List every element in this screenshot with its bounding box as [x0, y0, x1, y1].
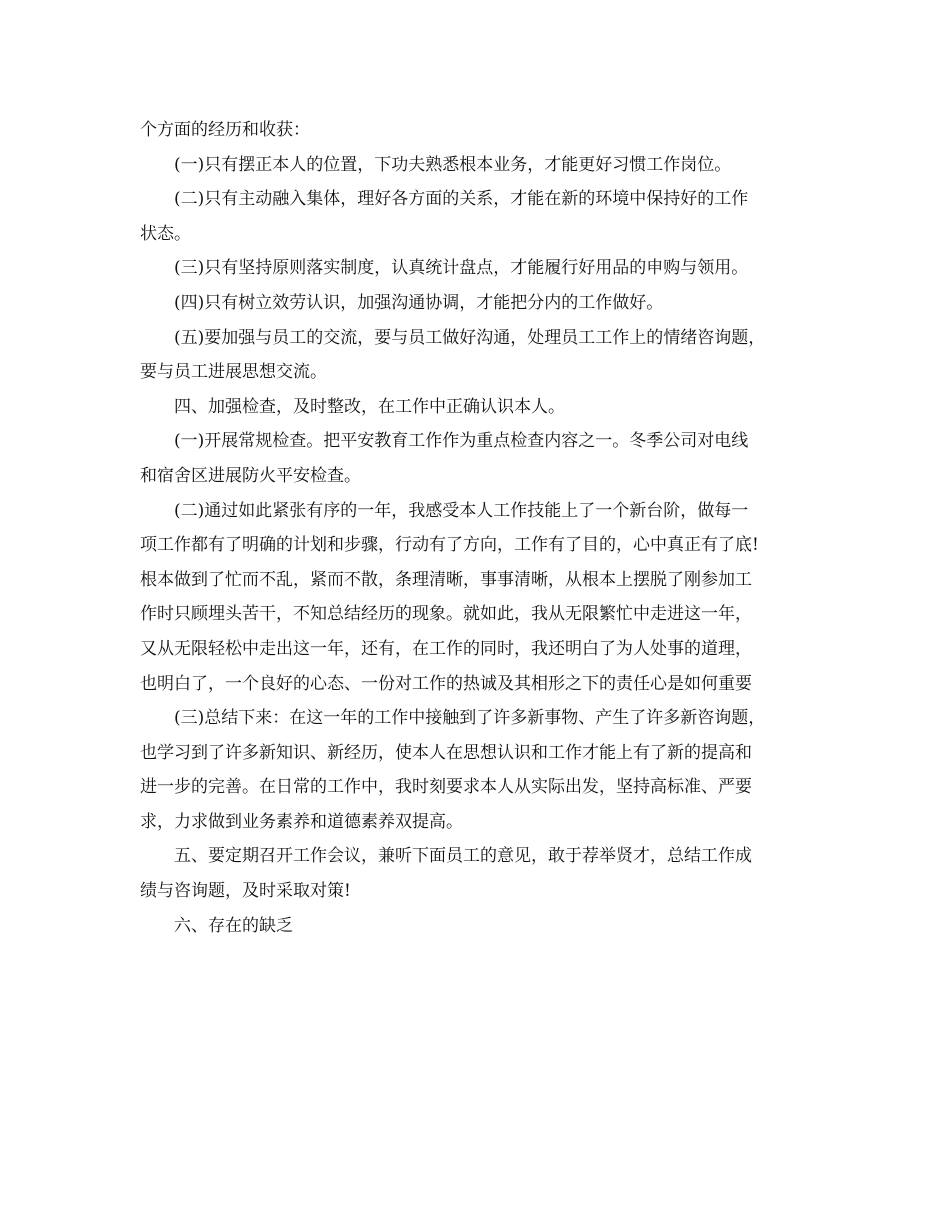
- text-line: 也学习到了许多新知识、新经历，使本人在思想认识和工作才能上有了新的提高和: [140, 742, 752, 763]
- text-line: 和宿舍区进展防火平安检查。: [140, 465, 361, 486]
- text-line: (四)只有树立效劳认识，加强沟通协调，才能把分内的工作做好。: [174, 292, 664, 313]
- text-line: (五)要加强与员工的交流，要与员工做好沟通，处理员工工作上的情绪咨询题，: [174, 327, 766, 348]
- document-body: [140, 113, 820, 943]
- text-line: 个方面的经历和收获：: [140, 120, 310, 140]
- text-line: 又从无限轻松中走出这一年，还有，在工作的同时，我还明白了为人处事的道理，: [140, 638, 752, 659]
- section-heading: 四、加强检查，及时整改，在工作中正确认识本人。: [174, 396, 565, 417]
- text-line: (一)开展常规检查。把平安教育工作作为重点检查内容之一。冬季公司对电线: [174, 431, 749, 452]
- text-line: (二)只有主动融入集体，理好各方面的关系，才能在新的环境中保持好的工作: [174, 189, 749, 210]
- text-line: 绩与咨询题，及时采取对策!: [140, 881, 351, 902]
- text-line: 也明白了，一个良好的心态、一份对工作的热诚及其相形之下的责任心是如何重要: [140, 673, 752, 694]
- section-heading: 六、存在的缺乏: [174, 915, 293, 936]
- text-line: (三)只有坚持原则落实制度，认真统计盘点，才能履行好用品的申购与领用。: [174, 258, 749, 279]
- text-line: (一)只有摆正本人的位置，下功夫熟悉根本业务，才能更好习惯工作岗位。: [174, 154, 732, 175]
- text-line: (二)通过如此紧张有序的一年，我感受本人工作技能上了一个新台阶，做每一: [174, 500, 749, 521]
- text-line: 进一步的完善。在日常的工作中，我时刻要求本人从实际出发，坚持高标准、严要: [140, 777, 752, 798]
- text-line: 项工作都有了明确的计划和步骤，行动有了方向，工作有了目的，心中真正有了底!: [140, 535, 759, 556]
- text-line: 求，力求做到业务素养和道德素养双提高。: [140, 811, 463, 832]
- text-line: 状态。: [140, 223, 191, 244]
- section-heading: 五、要定期召开工作会议，兼听下面员工的意见，敢于荐举贤才，总结工作成: [174, 846, 752, 867]
- text-line: 根本做到了忙而不乱，紧而不散，条理清晰，事事清晰，从根本上摆脱了刚参加工: [140, 569, 752, 590]
- text-line: 要与员工进展思想交流。: [140, 362, 327, 383]
- text-line: 作时只顾埋头苦干，不知总结经历的现象。就如此，我从无限繁忙中走进这一年，: [140, 604, 752, 625]
- text-line: (三)总结下来：在这一年的工作中接触到了许多新事物、产生了许多新咨询题，: [174, 708, 766, 729]
